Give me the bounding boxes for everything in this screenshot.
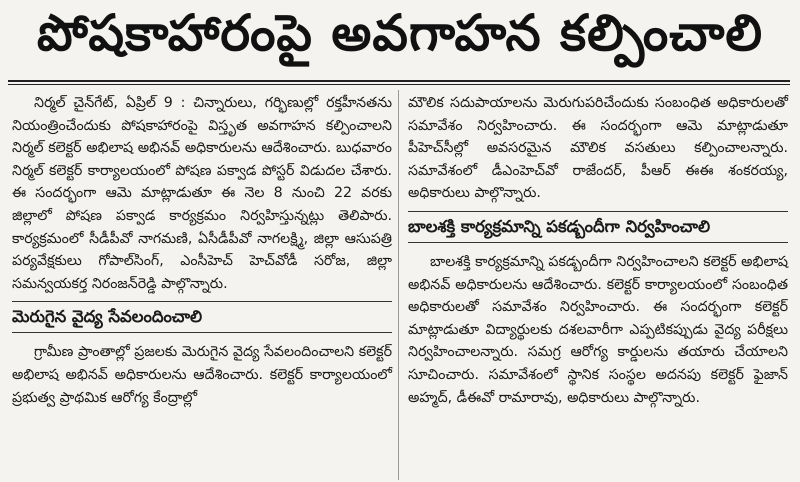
column-divider [398, 90, 399, 480]
left-column [12, 92, 392, 409]
article-headline: పోషకాహారంపై అవగాహన కల్పించాలి [36, 3, 764, 62]
left-paragraph-1: నిర్మల్ చైన్‌గేట్, ఏప్రిల్ 9 : చిన్నారులు, గర్భిణుల్లో రక్తహీనతను నియంత్రించేందుకు పోషకాహారంపై విస్తృత అవగాహన కల్పించాలని నిర్మల్ కలెక్టర్ అభిలాష అభినవ్ అధికారులను ఆదేశించారు. బుధవారం నిర్మల్ కలెక్టర్ కార్యాలయంలో పోషణ పక్వాడ పోస్టర్ విడుదల చేశారు. ఈ సందర్భంగా ఆమె మాట్లాడుతూ ఈ నెల 8 నుంచి 22 వరకు జిల్లాలో పోషణ పక్వాడ కార్యక్రమం నిర్వహిస్తున్నట్లు తెలిపారు. కార్యక్రమంలో సీడీపీవో నాగమణి, ఏసీడీపీవో నాగలక్ష్మి, జిల్లా ఆసుపత్రి పర్యవేక్షకులు గోపాల్‌సింగ్, ఎంసీహెచ్ హెచ్‌వోడీ సరోజ, జిల్లా సమన్వయకర్త నిరంజన్‌రెడ్డి పాల్గొన్నారు. [12, 95, 392, 292]
left-paragraph-2: గ్రామీణ ప్రాంతాల్లో ప్రజలకు మెరుగైన వైద్య సేవలందించాలని కలెక్టర్ అభిలాష అభినవ్ అధికారులను ఆదేశించారు. కలెక్టర్ కార్యాలయంలో ప్రభుత్వ ప్రాథమిక ఆరోగ్య కేంద్రాల్లో [12, 344, 392, 406]
left-subheading: మెరుగైన వైద్య సేవలందించాలి [12, 301, 392, 333]
right-column [408, 92, 788, 409]
right-paragraph-1: మౌలిక సదుపాయాలను మెరుగుపరిచేందుకు సంబంధిత అధికారులతో సమావేశం నిర్వహించారు. ఈ సందర్భంగా ఆమె మాట్లాడుతూ పీహెచ్‌సీల్లో అవసరమైన మౌలిక వసతులు కల్పించాలన్నారు. సమావేశంలో డీఎంహెచ్‌వో రాజేందర్, పీఆర్ ఈఈ శంకరయ్య, అధికారులు పాల్గొన్నారు. [408, 95, 788, 202]
right-paragraph-2: బాలశక్తి కార్యక్రమాన్ని పకడ్బందీగా నిర్వహించాలని కలెక్టర్ అభిలాష అభినవ్ అధికారులను ఆదేశించారు. కలెక్టర్ కార్యాలయంలో సంబంధిత అధికారులతో సమావేశం నిర్వహించారు. ఈ సందర్భంగా కలెక్టర్ మాట్లాడుతూ విద్యార్థులకు దశలవారీగా ఎప్పటికప్పుడు వైద్య పరీక్షలు నిర్వహించాలన్నారు. సమగ్ర ఆరోగ్య కార్డులను తయారు చేయాలని సూచించారు. సమావేశంలో స్థానిక సంస్థల అదనపు కలెక్టర్ ఫైజాన్ అహ్మద్, డీఈవో రామారావు, అధికారులు పాల్గొన్నారు. [408, 253, 788, 406]
right-subheading: బాలశక్తి కార్యక్రమాన్ని పకడ్బందీగా నిర్వహించాలి [408, 211, 788, 243]
headline-rule-top [8, 80, 790, 82]
headline-rule-bottom [8, 84, 790, 85]
